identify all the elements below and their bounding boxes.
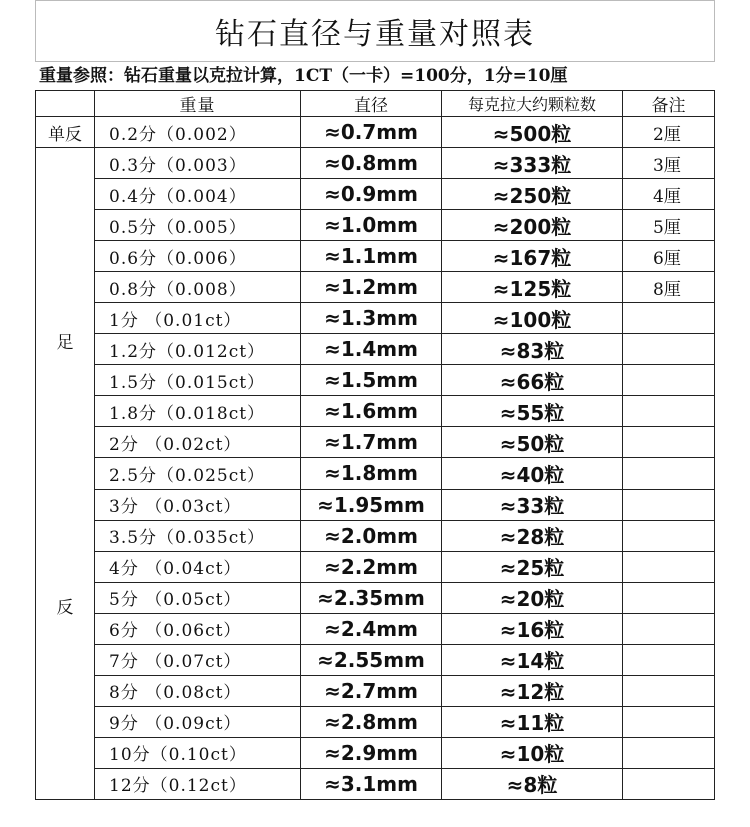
count-cell: ≈66粒 <box>442 365 623 396</box>
diamond-size-table <box>35 90 715 800</box>
weight-cell: 0.4分（0.004） <box>95 179 301 210</box>
table-row <box>36 489 715 520</box>
count-cell: ≈16粒 <box>442 613 623 644</box>
weight-cell: 9分 （0.09ct） <box>95 706 301 737</box>
weight-cell: 0.6分（0.006） <box>95 241 301 272</box>
weight-cell: 0.5分（0.005） <box>95 210 301 241</box>
remark-cell: 2厘 <box>623 117 715 148</box>
header-remark: 备注 <box>623 91 715 117</box>
type-cell: 单反 <box>36 117 95 148</box>
table-row <box>36 675 715 706</box>
table-row <box>36 551 715 582</box>
reference-note: 重量参照：钻石重量以克拉计算，1CT（一卡）=100分，1分=10厘 <box>35 61 715 90</box>
diameter-cell: ≈2.4mm <box>301 613 442 644</box>
remark-cell <box>623 768 715 799</box>
diameter-cell: ≈1.8mm <box>301 458 442 489</box>
remark-cell: 3厘 <box>623 148 715 179</box>
remark-cell: 6厘 <box>623 241 715 272</box>
diameter-cell: ≈0.8mm <box>301 148 442 179</box>
group-label-bottom: 反 <box>56 598 74 618</box>
weight-cell: 2分 （0.02ct） <box>95 427 301 458</box>
table-row <box>36 148 715 179</box>
count-cell: ≈83粒 <box>442 334 623 365</box>
group-type-cell <box>36 148 95 800</box>
table-row <box>36 334 715 365</box>
diameter-cell: ≈2.0mm <box>301 520 442 551</box>
diameter-cell: ≈1.4mm <box>301 334 442 365</box>
weight-cell: 5分 （0.05ct） <box>95 582 301 613</box>
diameter-cell: ≈2.8mm <box>301 706 442 737</box>
remark-cell <box>623 489 715 520</box>
table-row <box>36 458 715 489</box>
remark-cell: 4厘 <box>623 179 715 210</box>
weight-cell: 1.2分（0.012ct） <box>95 334 301 365</box>
remark-cell <box>623 644 715 675</box>
weight-cell: 1.8分（0.018ct） <box>95 396 301 427</box>
count-cell: ≈200粒 <box>442 210 623 241</box>
remark-cell <box>623 675 715 706</box>
table-row <box>36 210 715 241</box>
table-row <box>36 706 715 737</box>
remark-cell <box>623 520 715 551</box>
remark-cell <box>623 427 715 458</box>
diameter-cell: ≈0.9mm <box>301 179 442 210</box>
remark-cell <box>623 613 715 644</box>
count-cell: ≈40粒 <box>442 458 623 489</box>
count-cell: ≈100粒 <box>442 303 623 334</box>
diameter-cell: ≈2.35mm <box>301 582 442 613</box>
weight-cell: 2.5分（0.025ct） <box>95 458 301 489</box>
count-cell: ≈14粒 <box>442 644 623 675</box>
remark-cell <box>623 737 715 768</box>
count-cell: ≈12粒 <box>442 675 623 706</box>
count-cell: ≈500粒 <box>442 117 623 148</box>
remark-cell <box>623 706 715 737</box>
diameter-cell: ≈1.5mm <box>301 365 442 396</box>
diameter-cell: ≈2.2mm <box>301 551 442 582</box>
remark-cell <box>623 334 715 365</box>
table-row <box>36 365 715 396</box>
table-row <box>36 768 715 799</box>
count-cell: ≈20粒 <box>442 582 623 613</box>
header-diameter: 直径 <box>301 91 442 117</box>
diameter-cell: ≈1.95mm <box>301 489 442 520</box>
table-row <box>36 520 715 551</box>
header-type <box>36 91 95 117</box>
document-sheet <box>35 0 715 800</box>
table-row <box>36 396 715 427</box>
count-cell: ≈25粒 <box>442 551 623 582</box>
count-cell: ≈250粒 <box>442 179 623 210</box>
table-row <box>36 272 715 303</box>
weight-cell: 10分（0.10ct） <box>95 737 301 768</box>
count-cell: ≈33粒 <box>442 489 623 520</box>
weight-cell: 6分 （0.06ct） <box>95 613 301 644</box>
weight-cell: 8分 （0.08ct） <box>95 675 301 706</box>
diameter-cell: ≈1.3mm <box>301 303 442 334</box>
weight-cell: 1.5分（0.015ct） <box>95 365 301 396</box>
diameter-cell: ≈2.7mm <box>301 675 442 706</box>
table-row <box>36 644 715 675</box>
header-row <box>36 91 715 117</box>
weight-cell: 7分 （0.07ct） <box>95 644 301 675</box>
table-row <box>36 613 715 644</box>
diameter-cell: ≈1.0mm <box>301 210 442 241</box>
table-row <box>36 179 715 210</box>
count-cell: ≈125粒 <box>442 272 623 303</box>
table-row <box>36 427 715 458</box>
diameter-cell: ≈1.6mm <box>301 396 442 427</box>
diameter-cell: ≈1.7mm <box>301 427 442 458</box>
weight-cell: 12分（0.12ct） <box>95 768 301 799</box>
count-cell: ≈11粒 <box>442 706 623 737</box>
table-row <box>36 117 715 148</box>
count-cell: ≈28粒 <box>442 520 623 551</box>
count-cell: ≈10粒 <box>442 737 623 768</box>
table-row <box>36 737 715 768</box>
diameter-cell: ≈1.1mm <box>301 241 442 272</box>
weight-cell: 3分 （0.03ct） <box>95 489 301 520</box>
remark-cell: 5厘 <box>623 210 715 241</box>
group-label-top: 足 <box>56 333 74 353</box>
count-cell: ≈8粒 <box>442 768 623 799</box>
weight-cell: 0.2分（0.002） <box>95 117 301 148</box>
weight-cell: 4分 （0.04ct） <box>95 551 301 582</box>
header-count: 每克拉大约颗粒数 <box>442 91 623 117</box>
table-row <box>36 582 715 613</box>
count-cell: ≈55粒 <box>442 396 623 427</box>
diameter-cell: ≈2.55mm <box>301 644 442 675</box>
count-cell: ≈50粒 <box>442 427 623 458</box>
header-weight: 重量 <box>95 91 301 117</box>
remark-cell <box>623 551 715 582</box>
remark-cell <box>623 396 715 427</box>
weight-cell: 0.3分（0.003） <box>95 148 301 179</box>
diameter-cell: ≈0.7mm <box>301 117 442 148</box>
count-cell: ≈167粒 <box>442 241 623 272</box>
diameter-cell: ≈2.9mm <box>301 737 442 768</box>
weight-cell: 0.8分（0.008） <box>95 272 301 303</box>
weight-cell: 3.5分（0.035ct） <box>95 520 301 551</box>
diameter-cell: ≈1.2mm <box>301 272 442 303</box>
weight-cell: 1分 （0.01ct） <box>95 303 301 334</box>
count-cell: ≈333粒 <box>442 148 623 179</box>
table-row <box>36 241 715 272</box>
remark-cell <box>623 365 715 396</box>
remark-cell <box>623 303 715 334</box>
remark-cell: 8厘 <box>623 272 715 303</box>
diameter-cell: ≈3.1mm <box>301 768 442 799</box>
page-title: 钻石直径与重量对照表 <box>35 0 715 61</box>
remark-cell <box>623 582 715 613</box>
table-row <box>36 303 715 334</box>
remark-cell <box>623 458 715 489</box>
